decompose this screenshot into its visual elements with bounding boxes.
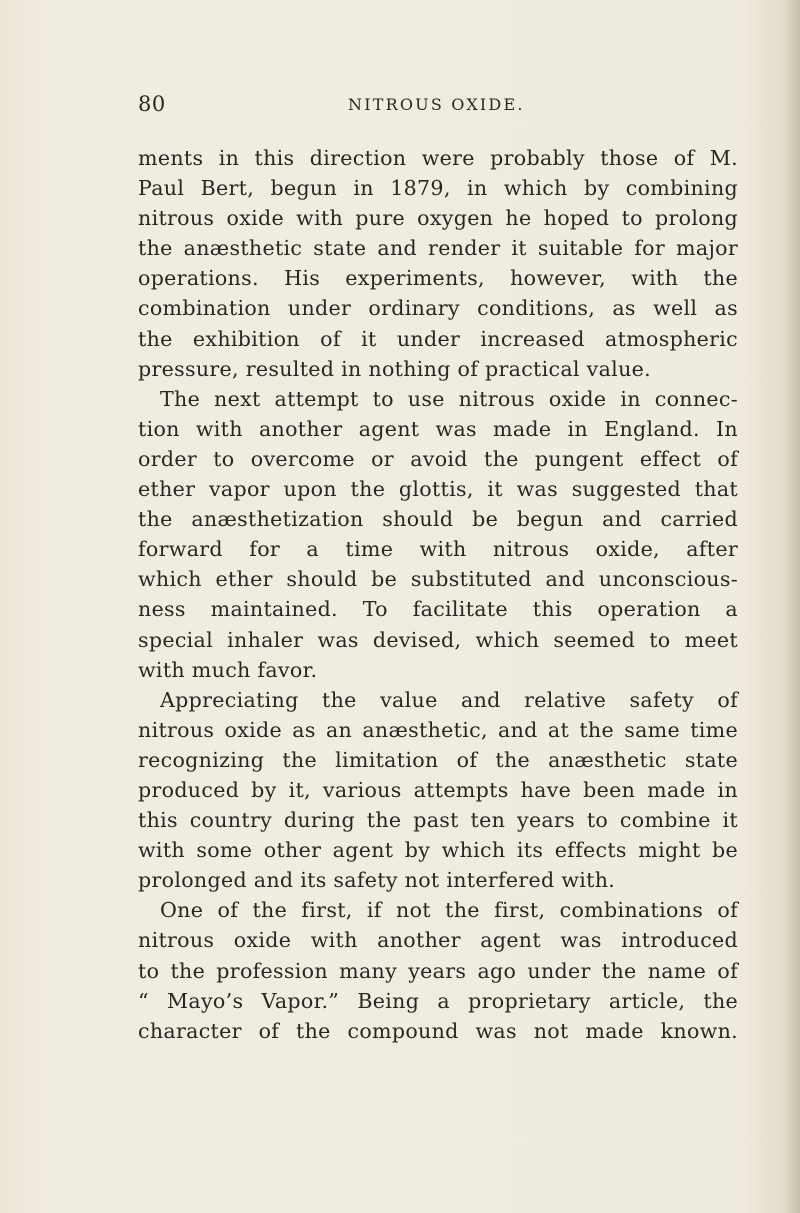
text-line: produced by it, various attempts have been made in: [138, 777, 738, 802]
text-line: the anæsthetic state and render it suitable for major: [138, 236, 738, 261]
text-line: prolonged and its safety not interfered with.: [138, 868, 616, 893]
text-line: combination under ordinary conditions, as well as: [138, 296, 738, 321]
text-line: nitrous oxide as an anæsthetic, and at the same time: [138, 717, 738, 742]
text-line: Paul Bert, begun in 1879, in which by combining: [138, 176, 738, 201]
running-head: [138, 92, 738, 122]
text-line: One of the first, if not the first, combinations of: [160, 898, 738, 923]
page-number: 80: [138, 92, 166, 116]
text-line: ments in this direction were probably those of M.: [138, 146, 738, 170]
text-line: nitrous oxide with another agent was introduced: [138, 928, 738, 953]
text-line: nitrous oxide with pure oxygen he hoped to prolong: [138, 206, 738, 231]
text-line: “ Mayo’s Vapor.” Being a proprietary article, the: [138, 988, 738, 1013]
text-line: to the profession many years ago under the name of: [138, 958, 738, 983]
text-line: operations. His experiments, however, with the: [138, 266, 738, 291]
text-line: Appreciating the value and relative safety of: [160, 687, 738, 712]
page-edge-shadow: [786, 0, 800, 1213]
text-line: the anæsthetization should be begun and carried: [138, 507, 738, 532]
text-line: ness maintained. To facilitate this operation a: [138, 597, 738, 622]
body-text: [138, 143, 738, 1046]
text-line: with some other agent by which its effects might be: [138, 838, 738, 863]
text-line: with much favor.: [138, 657, 318, 682]
text-line: pressure, resulted in nothing of practical value.: [138, 356, 651, 381]
text-line: the exhibition of it under increased atmospheric: [138, 326, 738, 351]
text-line: tion with another agent was made in England. In: [138, 416, 738, 441]
text-line: ether vapor upon the glottis, it was suggested that: [138, 477, 738, 502]
text-line: this country during the past ten years to combine it: [138, 808, 738, 833]
text-line: which ether should be substituted and unconscious-: [138, 567, 738, 592]
text-line: special inhaler was devised, which seemed to meet: [138, 627, 738, 652]
text-line: The next attempt to use nitrous oxide in connec-: [160, 386, 738, 411]
text-line: forward for a time with nitrous oxide, after: [138, 537, 738, 562]
running-title: NITROUS OXIDE.: [348, 95, 525, 114]
text-line: order to overcome or avoid the pungent effect of: [138, 446, 738, 471]
text-line: character of the compound was not made known.: [138, 1018, 738, 1043]
text-line: recognizing the limitation of the anæsthetic state: [138, 747, 738, 772]
